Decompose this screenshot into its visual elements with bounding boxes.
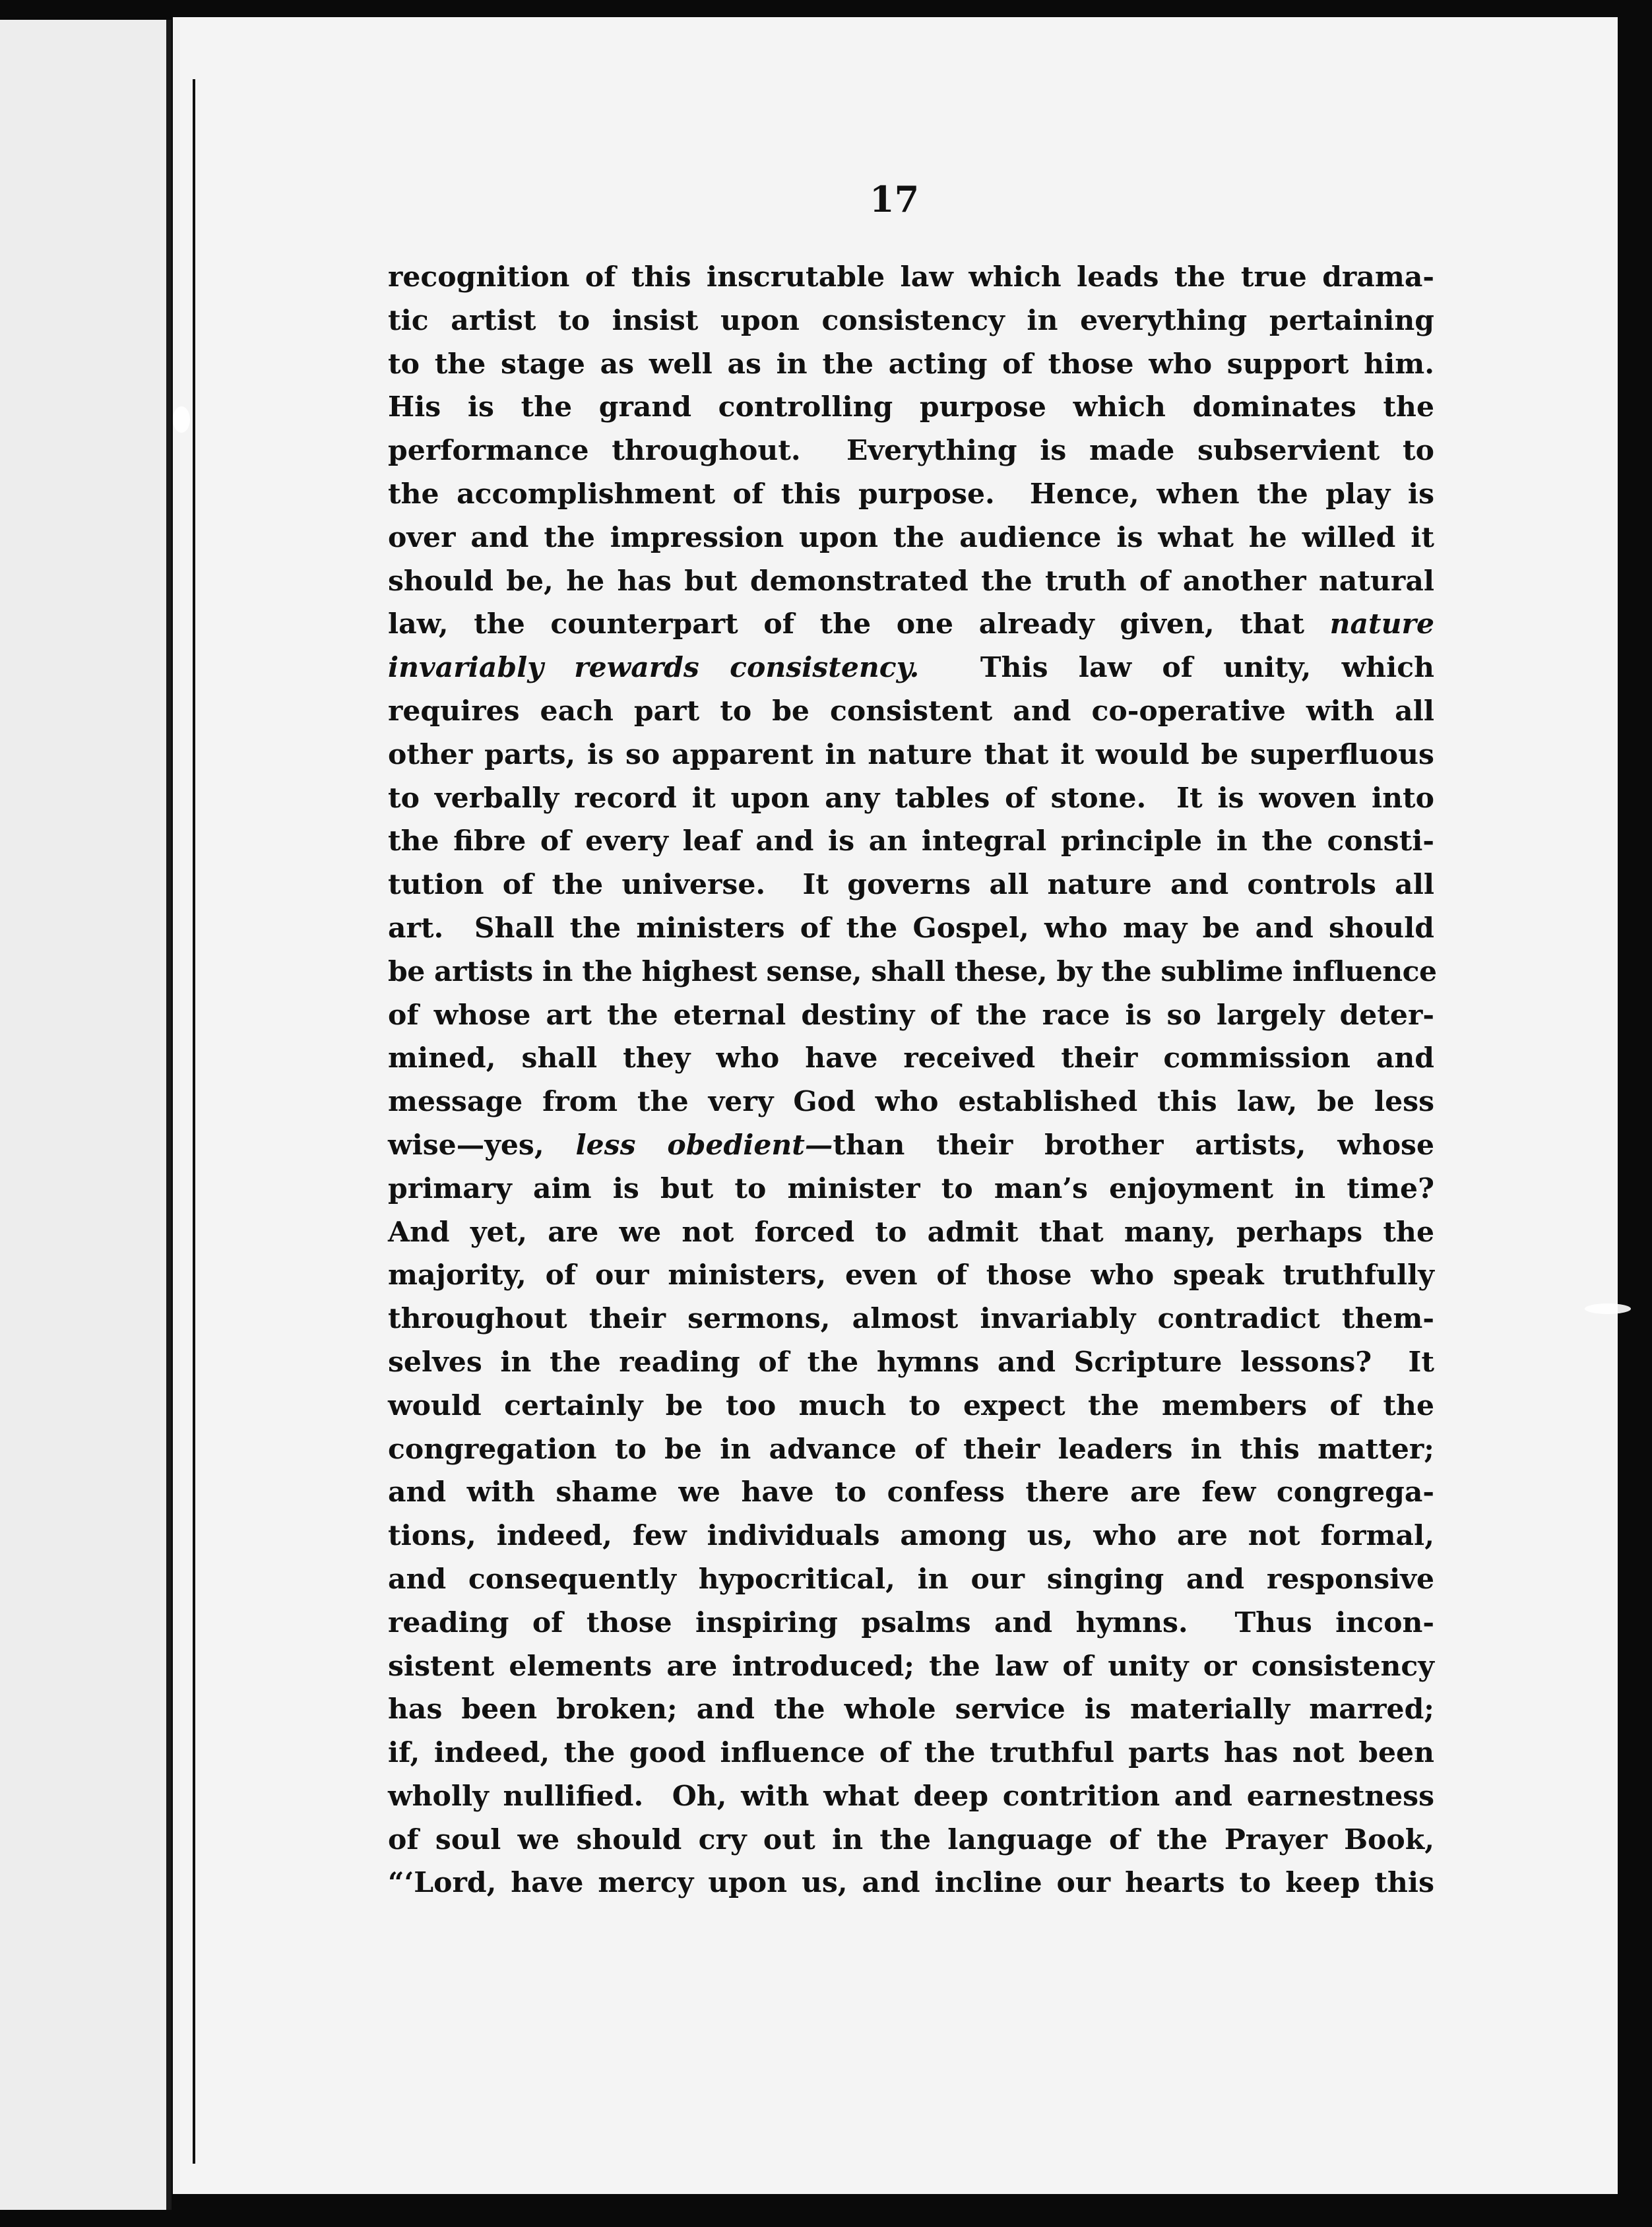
line-text: wholly nullified. Oh, with what deep contrition and earnestness	[388, 1779, 1434, 1813]
line-text: than their brother artists, whose	[833, 1128, 1435, 1162]
text-line	[388, 1211, 1434, 1255]
line-text: His is the grand controlling purpose which dominates the	[388, 391, 1434, 424]
line-text: congregation to be in advance of their leaders in this matter;	[388, 1432, 1434, 1466]
text-line	[388, 907, 1434, 951]
text-line	[388, 1385, 1434, 1428]
text-line	[388, 1602, 1434, 1645]
line-text: to the stage as well as in the acting of those who support him.	[388, 347, 1434, 381]
line-text: art. Shall the ministers of the Gospel, who may be and should	[388, 911, 1434, 945]
text-line	[388, 1081, 1434, 1124]
italic-phrase: less obedient—	[575, 1128, 833, 1162]
text-line	[388, 1775, 1434, 1819]
text-line	[388, 560, 1434, 604]
scan-speck	[1585, 1303, 1631, 1314]
text-line	[388, 820, 1434, 863]
body-text	[388, 256, 1437, 1905]
text-line	[388, 1168, 1434, 1211]
text-line	[388, 1124, 1434, 1168]
line-text: primary aim is but to minister to man’s enjoyment in time?	[388, 1172, 1434, 1205]
text-line	[388, 1341, 1434, 1385]
line-text: be artists in the highest sense, shall these, by the sublime influence	[388, 955, 1437, 988]
line-text: And yet, are we not forced to admit that many, perhaps the	[388, 1215, 1434, 1249]
text-line	[388, 517, 1434, 560]
line-text: recognition of this inscrutable law which leads the true drama-	[388, 261, 1434, 294]
text-line	[388, 1862, 1434, 1905]
text-line	[388, 603, 1434, 646]
line-text: should be, he has but demonstrated the truth of another natural	[388, 564, 1434, 598]
line-text: sistent elements are introduced; the law of unity or consistency	[388, 1649, 1434, 1683]
page-number: 17	[870, 178, 920, 220]
line-text: the accomplishment of this purpose. Hence, when the play is	[388, 477, 1434, 511]
line-text: message from the very God who established this law, be less	[388, 1085, 1434, 1119]
line-text: reading of those inspiring psalms and hymns. Thus incon-	[388, 1606, 1434, 1639]
line-text: if, indeed, the good influence of the truthful parts has not been	[388, 1736, 1434, 1770]
italic-phrase: invariably rewards consistency.	[388, 651, 920, 685]
text-line	[388, 646, 1434, 690]
text-line	[388, 256, 1434, 299]
text-line	[388, 1037, 1434, 1081]
text-line	[388, 1254, 1434, 1298]
text-line	[388, 1645, 1434, 1689]
italic-phrase: nature	[1329, 608, 1434, 641]
line-text: selves in the reading of the hymns and Scripture lessons? It	[388, 1345, 1434, 1379]
text-line	[388, 1732, 1434, 1775]
line-text: throughout their sermons, almost invariably contradict them-	[388, 1302, 1434, 1336]
text-line	[388, 386, 1434, 429]
line-text: requires each part to be consistent and co-operative with all	[388, 694, 1434, 728]
text-line	[388, 473, 1434, 517]
text-line	[388, 1515, 1434, 1558]
scan-speck	[173, 406, 190, 433]
text-line	[388, 343, 1434, 387]
line-text: “‘Lord, have mercy upon us, and incline our hearts to keep this	[388, 1866, 1434, 1900]
line-text: tions, indeed, few individuals among us, who are not formal,	[388, 1519, 1434, 1553]
text-line	[388, 1819, 1434, 1862]
text-line	[388, 734, 1434, 777]
margin-rule	[193, 79, 195, 2164]
text-line	[388, 777, 1434, 821]
text-line	[388, 429, 1434, 473]
text-line	[388, 994, 1434, 1038]
line-text: to verbally record it upon any tables of stone. It is woven into	[388, 781, 1434, 815]
line-text: tic artist to insist upon consistency in everything pertaining	[388, 303, 1434, 337]
text-line	[388, 1558, 1434, 1602]
text-line	[388, 1471, 1434, 1515]
line-text: other parts, is so apparent in nature that it would be superfluous	[388, 737, 1434, 771]
line-text: would certainly be too much to expect the members of the	[388, 1389, 1434, 1422]
facing-page-edge	[0, 20, 170, 2210]
text-line	[388, 863, 1434, 907]
text-line	[388, 1688, 1434, 1732]
line-text: mined, shall they who have received their commission and	[388, 1042, 1434, 1075]
line-text: performance throughout. Everything is made subservient to	[388, 434, 1434, 468]
line-text: majority, of our ministers, even of those who speak truthfully	[388, 1259, 1434, 1292]
line-text: of whose art the eternal destiny of the race is so largely deter-	[388, 998, 1434, 1032]
line-text: wise—yes,	[388, 1128, 576, 1162]
line-text: tution of the universe. It governs all nature and controls all	[388, 868, 1434, 902]
line-text: and consequently hypocritical, in our singing and responsive	[388, 1562, 1434, 1596]
text-line	[388, 1428, 1434, 1472]
line-text: has been broken; and the whole service is materially marred;	[388, 1693, 1434, 1726]
line-text: of soul we should cry out in the language of the Prayer Book,	[388, 1823, 1434, 1856]
line-text: law, the counterpart of the one already given, that	[388, 608, 1330, 641]
line-text: This law of unity, which	[919, 651, 1434, 685]
text-line	[388, 951, 1437, 994]
page-gutter	[166, 20, 172, 2210]
text-line	[388, 299, 1434, 343]
text-line	[388, 690, 1434, 734]
line-text: over and the impression upon the audience is what he willed it	[388, 520, 1434, 554]
line-text: the fibre of every leaf and is an integral principle in the consti-	[388, 825, 1434, 858]
line-text: and with shame we have to confess there are few congrega-	[388, 1476, 1434, 1509]
text-line	[388, 1298, 1434, 1341]
